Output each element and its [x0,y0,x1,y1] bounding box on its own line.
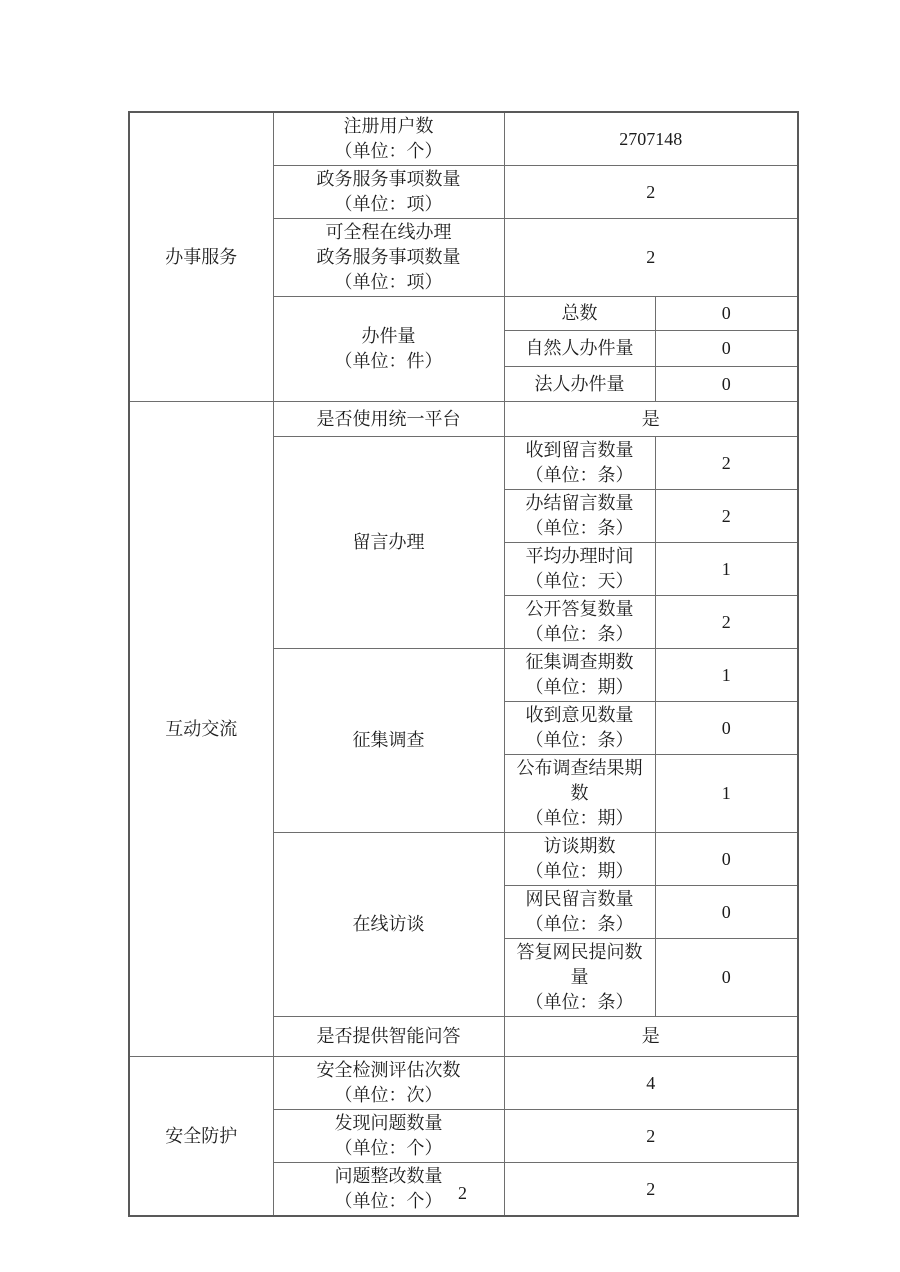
metric-label-cell [273,112,504,166]
submetric-value-cell [655,297,798,331]
submetric-value-cell [655,543,798,596]
submetric-unit: （单位：条） [525,624,634,644]
metric-value: 是 [641,408,660,429]
submetric-label-cell [504,649,655,702]
annual-report-table [128,111,799,1217]
metric-label-cell [273,1017,504,1057]
metric-value-cell [504,1017,798,1057]
submetric-value-cell [655,437,798,490]
metric-value-cell [504,112,798,166]
submetric-value-cell [655,596,798,649]
metric-label-cell [273,166,504,219]
metric-value: 是 [641,1026,660,1046]
metric-label-cell [273,649,504,833]
submetric-unit: （单位：条） [525,518,634,538]
metric-label-cell [273,1057,504,1110]
metric-unit: （单位：个） [334,1191,443,1211]
metric-label-cell [273,833,504,1017]
submetric-value: 0 [721,338,731,358]
submetric-label: 办结留言数量 [525,493,634,513]
submetric-label: 平均办理时间 [525,546,634,566]
submetric-label-cell [504,543,655,596]
metric-value: 4 [646,1072,656,1093]
metric-unit: （单位：件） [334,351,443,371]
submetric-label-cell [504,490,655,543]
submetric-unit: （单位：条） [525,914,634,934]
group-cell-service [129,112,273,402]
metric-value: 2707148 [619,128,683,149]
metric-value: 2 [646,1178,656,1199]
metric-value-cell [504,402,798,437]
submetric-label: 公布调查结果期数 [516,758,643,803]
metric-label-cell [273,1110,504,1163]
metric-label: 问题整改数量 [334,1166,443,1186]
submetric-unit: （单位：天） [525,571,634,591]
submetric-value: 1 [721,664,731,685]
metric-unit: （单位：个） [334,141,443,161]
submetric-value: 0 [721,303,731,323]
metric-value: 2 [646,247,656,267]
submetric-unit: （单位：条） [525,465,634,485]
submetric-value: 2 [721,452,731,473]
submetric-value-cell [655,755,798,833]
metric-label: 发现问题数量 [334,1113,443,1133]
metric-label: 是否提供智能问答 [316,1026,461,1046]
submetric-label-cell [504,367,655,402]
metric-label: 办件量 [361,326,416,346]
submetric-value-cell [655,490,798,543]
page-number: 2 [458,1183,467,1203]
submetric-label-cell [504,939,655,1017]
metric-label: 留言办理 [352,532,425,552]
submetric-label: 公开答复数量 [525,599,634,619]
submetric-value-cell [655,886,798,939]
submetric-label: 总数 [561,303,598,323]
submetric-label: 自然人办件量 [525,338,634,358]
metric-label: 可全程在线办理 [325,222,452,242]
metric-unit: （单位：个） [334,1138,443,1158]
submetric-value-cell [655,331,798,367]
submetric-label: 网民留言数量 [525,889,634,909]
metric-label: 政务服务事项数量 [316,169,461,189]
submetric-value-cell [655,649,798,702]
submetric-value: 2 [721,611,731,632]
group-label: 办事服务 [165,246,238,267]
submetric-unit: （单位：条） [525,730,634,750]
submetric-label-cell [504,596,655,649]
submetric-unit: （单位：期） [525,808,634,828]
submetric-value: 0 [721,901,731,922]
group-label: 安全防护 [165,1125,238,1146]
submetric-value-cell [655,833,798,886]
submetric-value: 0 [721,717,731,738]
metric-label-cell [273,297,504,402]
metric-unit: （单位：次） [334,1085,443,1105]
group-cell-interaction [129,402,273,1057]
metric-value-cell [504,166,798,219]
metric-label-cell [273,437,504,649]
submetric-unit: （单位：期） [525,861,634,881]
submetric-label-cell [504,886,655,939]
submetric-value: 0 [721,373,731,394]
submetric-unit: （单位：条） [525,992,634,1012]
submetric-value: 2 [721,505,731,526]
submetric-label: 收到留言数量 [525,440,634,460]
submetric-value-cell [655,367,798,402]
submetric-value-cell [655,702,798,755]
metric-value: 2 [646,181,656,202]
submetric-value-cell [655,939,798,1017]
submetric-value: 0 [721,967,731,987]
submetric-label-cell [504,331,655,367]
metric-label-line2: 政务服务事项数量 [316,247,461,267]
submetric-label: 收到意见数量 [525,705,634,725]
group-label: 互动交流 [165,718,238,739]
metric-label: 注册用户数 [343,116,434,136]
metric-unit: （单位：项） [334,272,443,292]
metric-label-cell [273,402,504,437]
metric-unit: （单位：项） [334,194,443,214]
submetric-label-cell [504,702,655,755]
metric-label: 是否使用统一平台 [316,408,461,429]
metric-value-cell [504,1110,798,1163]
submetric-value: 1 [721,783,731,803]
submetric-label: 征集调查期数 [525,652,634,672]
submetric-label: 答复网民提问数量 [516,942,643,987]
submetric-label-cell [504,437,655,490]
metric-value-cell [504,1057,798,1110]
metric-label: 征集调查 [352,730,425,750]
submetric-label: 访谈期数 [543,836,616,856]
metric-value-cell [504,219,798,297]
metric-value: 2 [646,1125,656,1146]
submetric-unit: （单位：期） [525,677,634,697]
submetric-label-cell [504,833,655,886]
submetric-value: 1 [721,558,731,579]
metric-label-cell [273,219,504,297]
metric-label: 在线访谈 [352,914,425,934]
metric-label: 安全检测评估次数 [316,1060,461,1080]
submetric-value: 0 [721,848,731,869]
submetric-label: 法人办件量 [534,373,625,394]
submetric-label-cell [504,755,655,833]
submetric-label-cell [504,297,655,331]
